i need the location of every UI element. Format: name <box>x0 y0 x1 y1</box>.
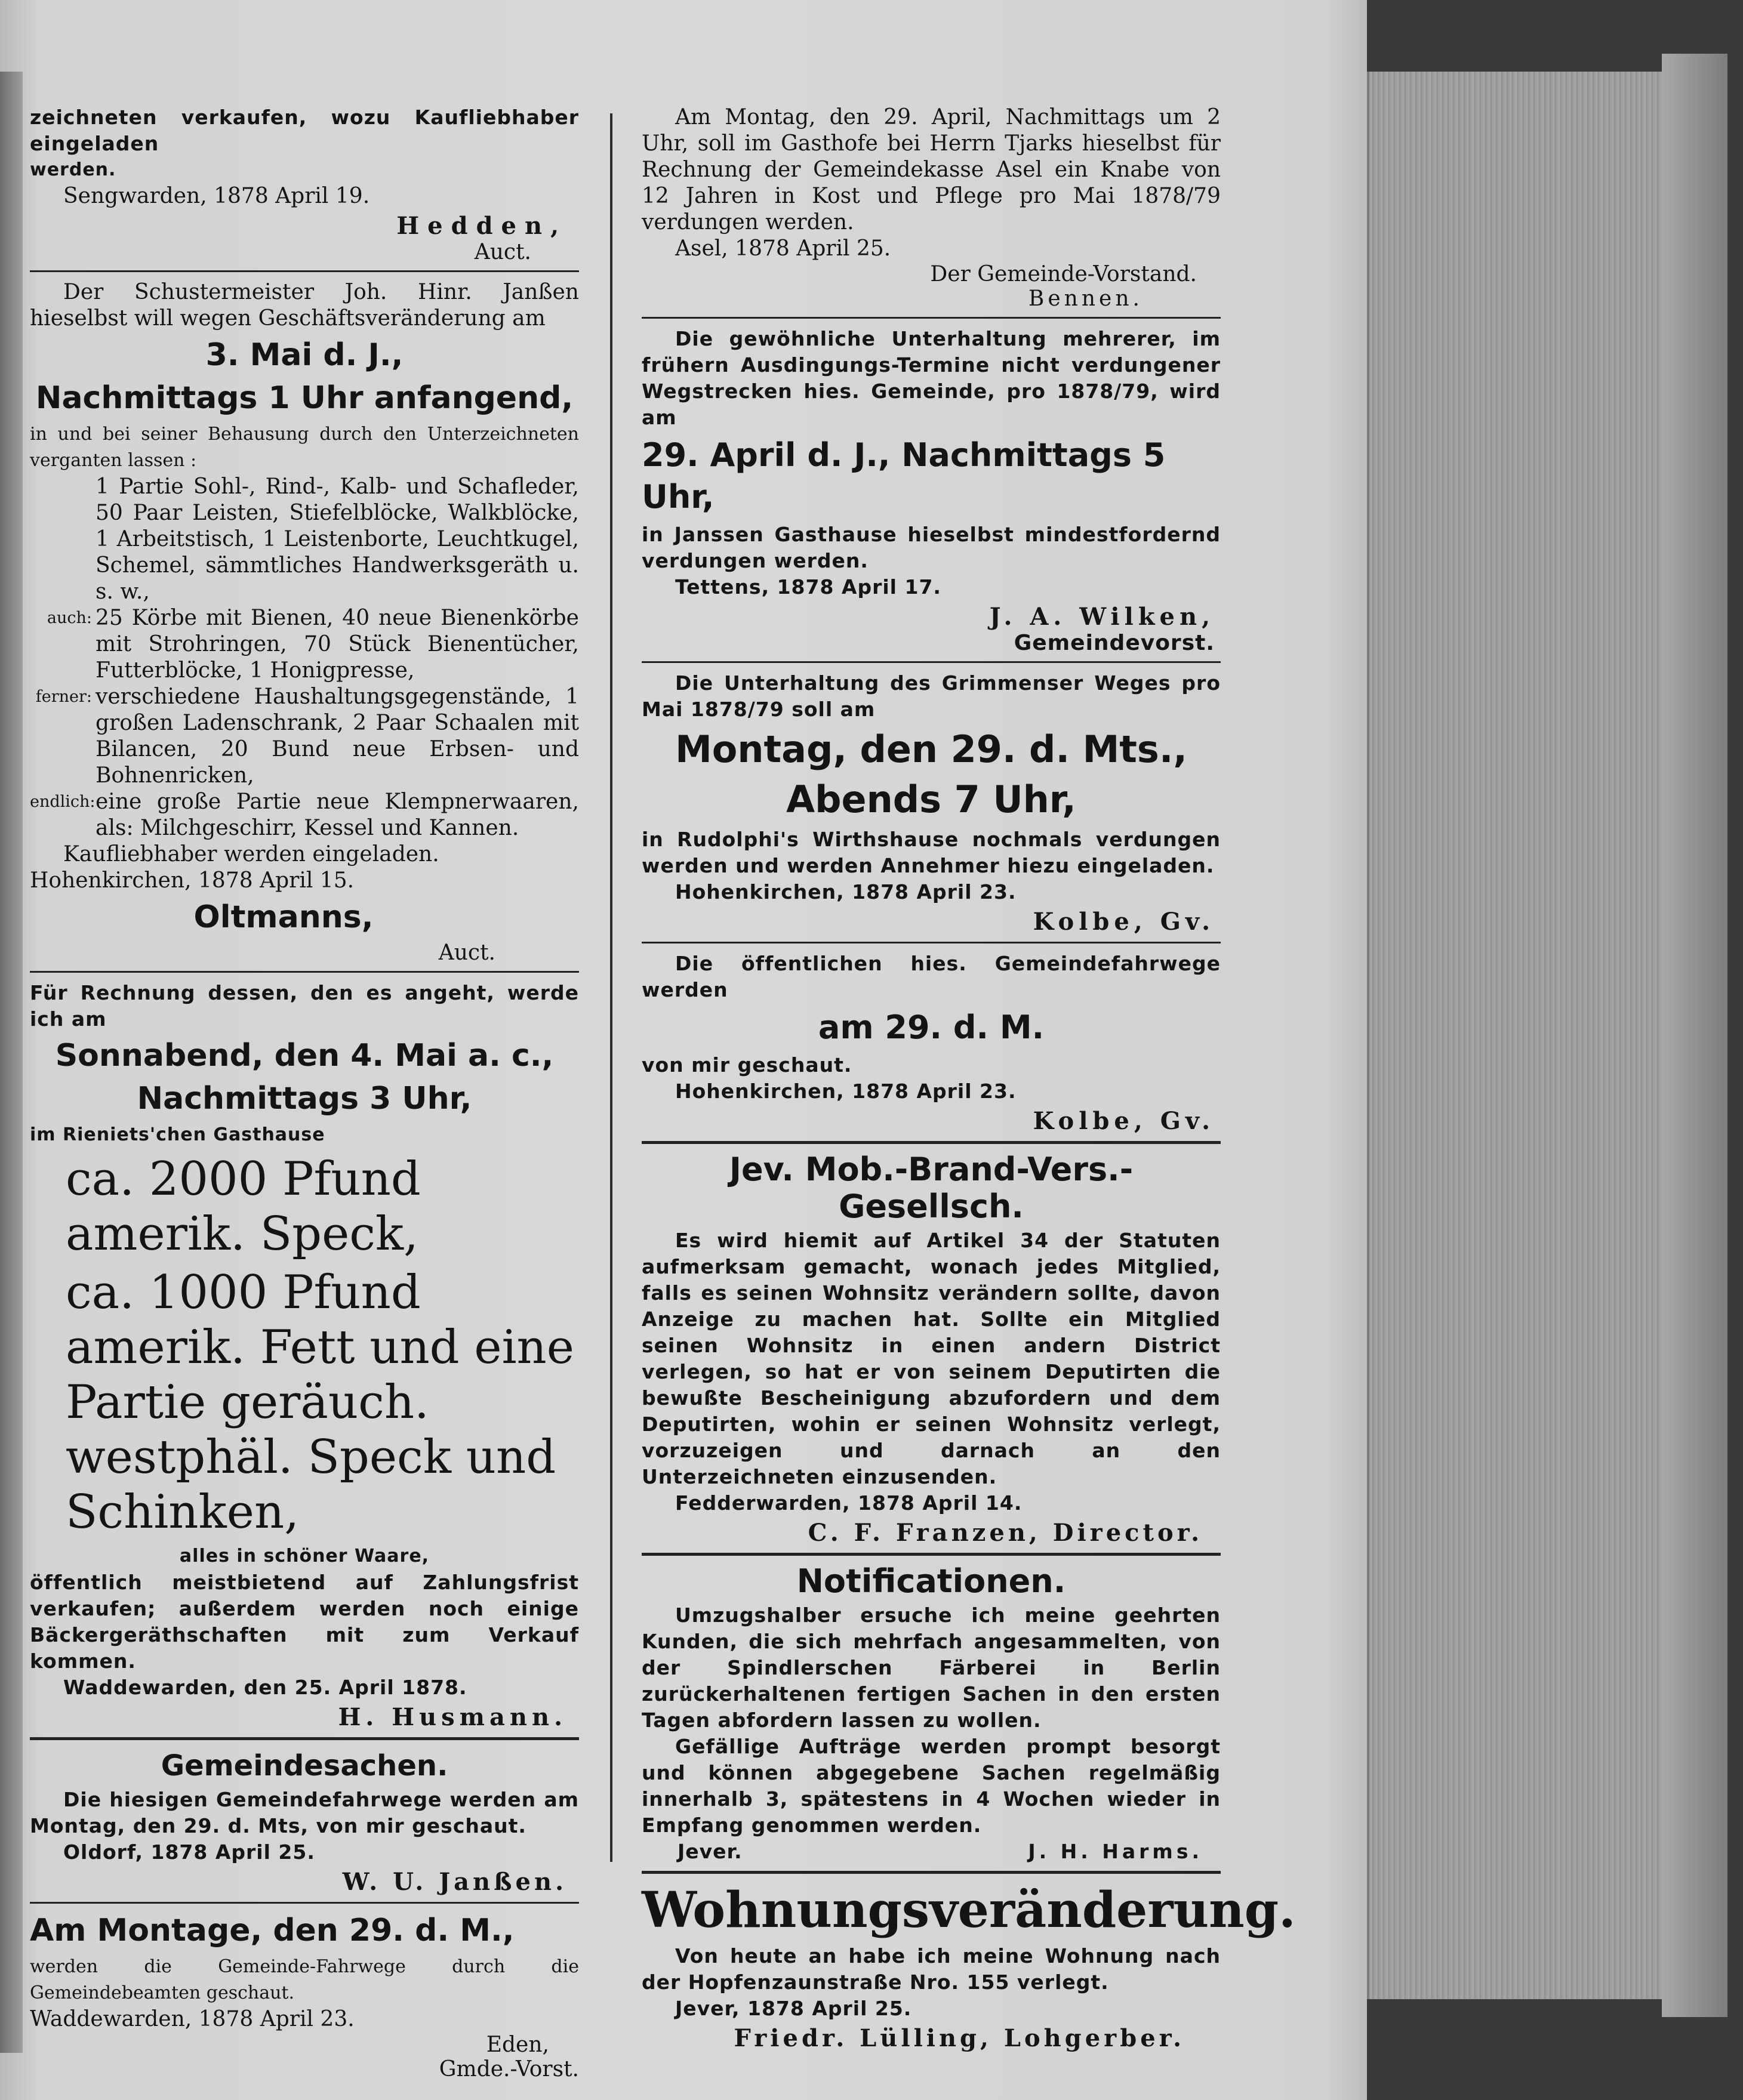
list-label: endlich: <box>30 792 96 811</box>
section-heading: Notificationen. <box>796 1562 1066 1600</box>
right-column <box>642 104 1296 2058</box>
list-text: 25 Körbe mit Bienen, 40 neue Bienenkörbe mit Strohringen, 70 Stück Bienentücher, Futterblöcke, 1 Honigpresse, <box>96 606 579 683</box>
notice-gemeindesachen <box>30 1747 579 1896</box>
notice-intro: Für Rechnung dessen, den es angeht, werde ich am <box>30 981 579 1031</box>
signature: Friedr. Lülling, Lohgerber. <box>734 2024 1185 2052</box>
divider <box>642 1871 1221 1874</box>
dateline: Asel, 1878 April 25. <box>675 236 891 261</box>
notice-fahrwege <box>642 951 1221 1135</box>
notice-date: am 29. d. M. <box>818 1009 1045 1046</box>
notice-closing: Kaufliebhaber werden eingeladen. <box>63 842 439 866</box>
list-item <box>30 474 579 605</box>
dateline: Oldorf, 1878 April 25. <box>63 1840 315 1864</box>
text-line: werden. <box>30 159 116 180</box>
book-cover <box>1662 54 1727 2017</box>
notice-asel <box>642 104 1221 311</box>
dateline: Waddewarden, 1878 April 23. <box>30 2007 355 2031</box>
notice-text: werden die Gemeinde-Fahrwege durch die Gemeindebeamten geschaut. <box>30 1956 579 2003</box>
headline-big: ca. 2000 Pfund amerik. Speck, <box>66 1152 421 1261</box>
signature-title: Gemeindevorst. <box>1014 631 1215 655</box>
divider <box>642 317 1221 319</box>
dateline: Jever, 1878 April 25. <box>675 1997 912 2020</box>
list-text: eine große Partie neue Klempnerwaaren, als: Milchgeschirr, Kessel und Kannen. <box>96 790 579 840</box>
notice-text: von mir geschaut. <box>642 1053 852 1077</box>
book-page-edges <box>1367 72 1704 1999</box>
notice-text: Am Montag, den 29. April, Nachmittags um 2 Uhr, soll im Gasthofe bei Herrn Tjarks hieselbst für Rechnung der Gemeindekasse Asel ein Knabe von 12 Jahren in Kost und Pflege pro Mai 1878/79 verdungen werden. <box>642 105 1221 235</box>
dateline: Sengwarden, 1878 April 19. <box>63 184 370 208</box>
notice-quality: alles in schöner Waare, <box>179 1546 430 1566</box>
notice-date: Sonnabend, den 4. Mai a. c., <box>55 1038 554 1074</box>
divider <box>30 270 579 272</box>
notice-place: im Rieniets'chen Gasthause <box>30 1124 325 1145</box>
signature: Kolbe, Gv. <box>1033 1107 1215 1135</box>
signature: J. H. Harms. <box>1028 1840 1203 1863</box>
list-item <box>30 605 579 684</box>
notice-place: in und bei seiner Behausung durch den Unterzeichneten verganten lassen : <box>30 424 579 471</box>
list-label <box>30 474 96 605</box>
signature-title: Auct. <box>474 240 531 264</box>
notice-wohnung <box>642 1881 1296 2052</box>
divider <box>30 1737 579 1740</box>
notice-text: Umzugshalber ersuche ich meine geehrten Kunden, die sich mehrfach angesammelten, von der Spindlerschen Färberei in Berlin zurückerhaltenen fertigen Sachen in den ersten Tagen abfordern lassen zu wollen. <box>642 1603 1221 1732</box>
notice-text: Gefällige Aufträge werden prompt besorgt und können abgegebene Sachen regelmäßig innerhalb 3, spätestens in 4 Wochen wieder in Empfang genommen werden. <box>642 1735 1221 1837</box>
section-heading: Jev. Mob.-Brand-Vers.-Gesellsch. <box>729 1151 1134 1225</box>
notice-time: Nachmittags 3 Uhr, <box>137 1081 472 1117</box>
dateline: Waddewarden, den 25. April 1878. <box>63 1676 467 1699</box>
notice-date: 3. Mai d. J., <box>205 337 404 373</box>
notice-notificationen <box>642 1563 1221 1865</box>
signature: Kolbe, Gv. <box>1033 908 1215 936</box>
signature: Bennen. <box>1028 286 1143 311</box>
signature-row <box>642 1839 1221 1865</box>
notice-date: 29. April d. J., Nachmittags 5 Uhr, <box>642 436 1166 516</box>
divider <box>30 1902 579 1904</box>
signature: H. Husmann. <box>338 1703 567 1731</box>
signature: Oltmanns, <box>193 899 374 935</box>
notice-text: Die hiesigen Gemeindefahrwege werden am Montag, den 29. d. Mts, von mir geschaut. <box>30 1788 579 1837</box>
notice-time: Abends 7 Uhr, <box>786 778 1076 821</box>
dateline: Fedderwarden, 1878 April 14. <box>675 1491 1023 1515</box>
divider <box>642 661 1221 663</box>
divider <box>642 1141 1221 1144</box>
notice-grimmenser <box>642 670 1221 936</box>
notice-text: in Janssen Gasthause hieselbst mindestfordernd verdungen werden. <box>642 523 1221 572</box>
notice-intro: Der Schustermeister Joh. Hinr. Janßen hieselbst will wegen Geschäftsveränderung am <box>30 280 579 331</box>
signature-title: Gmde.-Vorst. <box>439 2057 579 2082</box>
section-heading: Gemeindesachen. <box>161 1749 448 1783</box>
text-line: zeichneten verkaufen, wozu Kaufliebhaber eingeladen <box>30 106 579 155</box>
divider <box>642 942 1221 943</box>
place: Jever. <box>678 1840 743 1863</box>
notice-janssen-auction <box>30 279 579 965</box>
list-text: 1 Partie Sohl-, Rind-, Kalb- und Schafleder, 50 Paar Leisten, Stiefelblöcke, Walkblöcke, 1 Arbeitstisch, 1 Leistenborte, Leuchtkugel, Schemel, sämmtliches Handwerksgeräth u. s. w., <box>96 474 579 604</box>
notice-hedden <box>30 104 579 264</box>
signature-title: Auct. <box>438 940 495 965</box>
divider <box>30 971 579 973</box>
notice-speck-auction <box>30 980 579 1731</box>
column-rule <box>610 113 612 1862</box>
notice-text: Es wird hiemit auf Artikel 34 der Statuten aufmerksam gemacht, wonach jedes Mitglied, falls es seinen Wohnsitz verändern sollte, davon Anzeige zu machen hat. Sollte ein Mitglied seinen Wohnsitz in einen andern District verlegen, so hat er von seinem Deputirten die bewußte Bescheinigung abzufordern und dem Deputirten, wohin er seinen Wohnsitz verlegt, vorzuzeigen und darnach an den Unterzeichneten einzusenden. <box>642 1229 1221 1488</box>
dateline: Hohenkirchen, 1878 April 23. <box>675 880 1017 903</box>
notice-date: Montag, den 29. d. Mts., <box>675 727 1187 771</box>
dateline: Hohenkirchen, 1878 April 23. <box>675 1080 1017 1103</box>
notice-text: Die öffentlichen hies. Gemeindefahrwege werden <box>642 952 1221 1001</box>
divider <box>642 1553 1221 1556</box>
signature-body: Der Gemeinde-Vorstand. <box>930 262 1197 286</box>
list-text: verschiedene Haushaltungsgegenstände, 1 großen Ladenschrank, 2 Paar Schaalen mit Bilancen, 20 Bund neue Erbsen- und Bohnenricken, <box>96 684 579 788</box>
gutter-shadow <box>0 72 23 2053</box>
item-list <box>30 474 579 841</box>
notice-brandversicherung <box>642 1151 1221 1547</box>
notice-text: Die gewöhnliche Unterhaltung mehrerer, im frühern Ausdingungs-Termine nicht verdungener Wegstrecken hies. Gemeinde, pro 1878/79, wird am <box>642 327 1221 429</box>
notice-time: Nachmittags 1 Uhr anfangend, <box>35 380 574 416</box>
dateline: Tettens, 1878 April 17. <box>675 575 941 599</box>
notice-text: Von heute an habe ich meine Wohnung nach der Hopfenzaunstraße Nro. 155 verlegt. <box>642 1944 1221 1994</box>
notice-tettens <box>642 326 1221 655</box>
notice-montage <box>30 1911 579 2082</box>
headline-big: ca. 1000 Pfund amerik. Fett und eine Partie geräuch. westphäl. Speck und Schinken, <box>66 1266 574 1539</box>
left-column <box>30 104 579 2087</box>
list-item <box>30 684 579 789</box>
notice-text: Die Unterhaltung des Grimmenser Weges pro Mai 1878/79 soll am <box>642 671 1221 721</box>
notice-terms: öffentlich meistbietend auf Zahlungsfrist verkaufen; außerdem werden noch einige Bäckergeräthschaften mit zum Verkauf kommen. <box>30 1571 579 1673</box>
signature: C. F. Franzen, Director. <box>808 1519 1203 1547</box>
section-heading: Wohnungsveränderung. <box>642 1882 1296 1939</box>
notice-text: in Rudolphi's Wirthshause nochmals verdungen werden und werden Annehmer hiezu eingeladen. <box>642 828 1221 877</box>
signature: Eden, <box>486 2033 549 2057</box>
signature: W. U. Janßen. <box>342 1868 567 1896</box>
dateline: Hohenkirchen, 1878 April 15. <box>30 868 355 893</box>
signature: J. A. Wilken, <box>989 603 1215 631</box>
notice-heading: Am Montage, den 29. d. M., <box>30 1913 515 1948</box>
list-item <box>30 789 579 841</box>
list-label: auch: <box>47 609 92 627</box>
signature: Hedden, <box>396 212 567 240</box>
list-label: ferner: <box>35 687 92 706</box>
